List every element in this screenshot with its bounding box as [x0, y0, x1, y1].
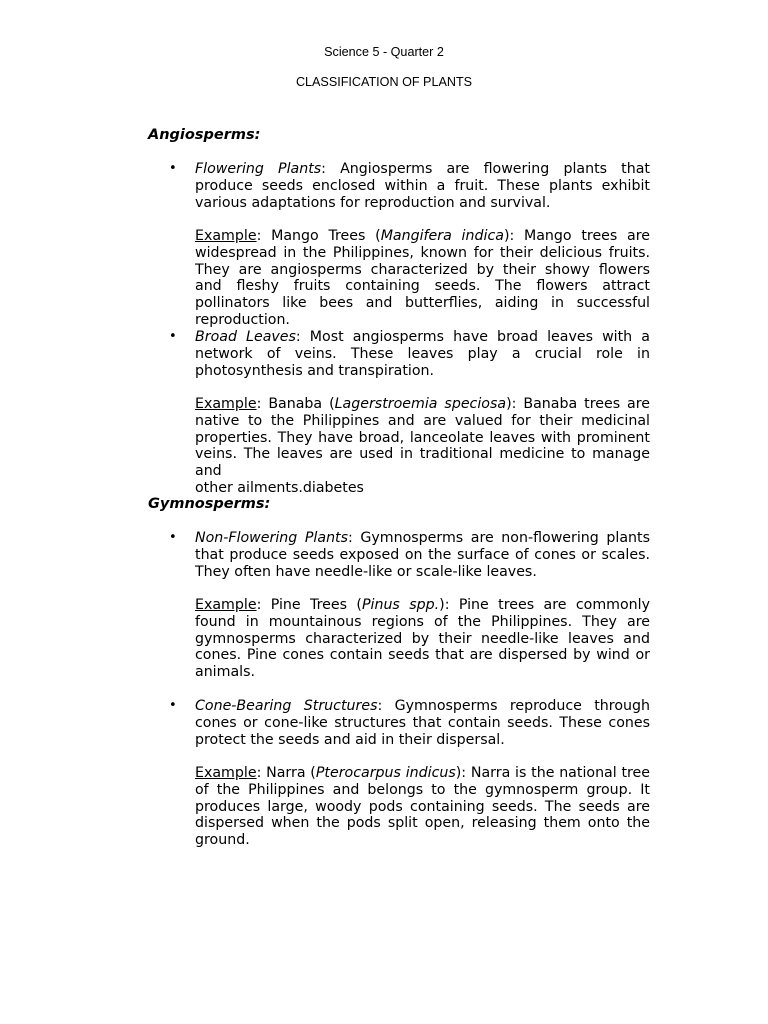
- example-text: ): Banaba trees are native to the Philippines and are valued for their medicinal properties. They have broad, lanceolate leaves with prominent veins. The leaves are used in traditional medicine to manage and: [195, 396, 650, 480]
- document-subject-header: Science 5 - Quarter 2: [324, 45, 444, 59]
- example-intro: : Pine Trees (: [256, 597, 362, 613]
- example-text: ): Mango trees are widespread in the Philippines, known for their delicious fruits. They are angiosperms characterized by their showy flowers and fleshy fruits containing seeds. The flowers attract pollinators like bees and butterflies, aiding in successful reproduction.: [195, 228, 650, 328]
- document-title: CLASSIFICATION OF PLANTS: [295, 75, 473, 89]
- bullet-icon: •: [169, 161, 177, 176]
- example-intro: : Narra (: [256, 765, 316, 781]
- example-intro: : Mango Trees (: [256, 228, 381, 244]
- item-term: Broad Leaves: [195, 329, 296, 345]
- scientific-name: Lagerstroemia speciosa: [334, 396, 507, 412]
- bullet-icon: •: [169, 329, 177, 344]
- scientific-name: Pinus spp.: [361, 597, 440, 613]
- item-term: Cone-Bearing Structures: [195, 698, 378, 714]
- example-text: ): Pine trees are commonly found in mountainous regions of the Philippines. They are gymnosperms characterized by their needle-like leaves and cones. Pine cones contain seeds that are dispersed by wind or animals.: [195, 597, 651, 681]
- scientific-name: Pterocarpus indicus: [315, 765, 456, 781]
- item-term: Non-Flowering Plants: [195, 530, 349, 546]
- example-label: Example: [195, 228, 257, 244]
- example-label: Example: [195, 597, 257, 613]
- section-heading-gymnosperms: Gymnosperms:: [148, 496, 271, 512]
- example-label: Example: [195, 396, 257, 412]
- item-paragraph: [195, 161, 650, 211]
- item-text: : Most angiosperms have broad leaves with a network of veins. These leaves play a crucial role in photosynthesis and transpiration.: [195, 329, 650, 379]
- example-text-tail: other ailments.diabetes: [195, 480, 364, 496]
- example-paragraph: [195, 228, 650, 329]
- example-label: Example: [195, 765, 257, 781]
- item-text: : Angiosperms are flowering plants that produce seeds enclosed within a fruit. These plants exhibit various adaptations for reproduction and survival.: [195, 161, 650, 211]
- example-text: ): Narra is the national tree of the Philippines and belongs to the gymnosperm group. It produces large, woody pods containing seeds. The seeds are dispersed when the pods split open, releasing them onto the ground.: [195, 765, 651, 849]
- item-paragraph: [195, 698, 650, 748]
- item-paragraph: [195, 530, 650, 580]
- item-text: : Gymnosperms reproduce through cones or cone-like structures that contain seeds. These cones protect the seeds and aid in their dispersal.: [195, 698, 650, 748]
- item-text: : Gymnosperms are non-flowering plants that produce seeds exposed on the surface of cones or scales. They often have needle-like or scale-like leaves.: [195, 530, 650, 580]
- example-paragraph: [195, 765, 650, 849]
- item-term: Flowering Plants: [195, 161, 322, 177]
- example-paragraph: [195, 597, 650, 681]
- example-paragraph: [195, 396, 650, 480]
- bullet-icon: •: [169, 530, 177, 545]
- section-heading-angiosperms: Angiosperms:: [148, 127, 261, 143]
- scientific-name: Mangifera indica: [380, 228, 504, 244]
- item-paragraph: [195, 329, 650, 379]
- example-intro: : Banaba (: [256, 396, 335, 412]
- bullet-icon: •: [169, 698, 177, 713]
